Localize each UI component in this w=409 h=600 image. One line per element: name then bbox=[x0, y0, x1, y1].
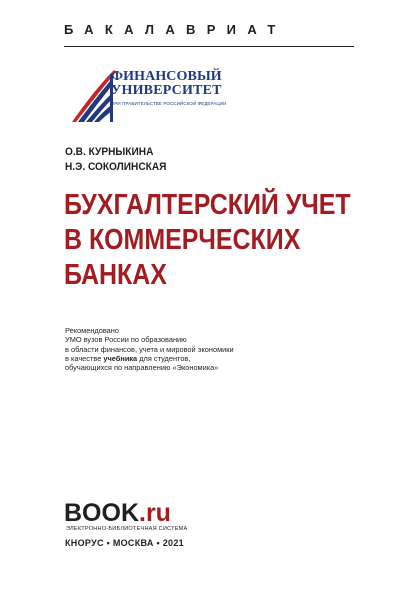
author-1: О.В. КУРНЫКИНА bbox=[65, 146, 154, 158]
university-name-line2: УНИВЕРСИТЕТ bbox=[111, 83, 222, 98]
header-divider bbox=[64, 46, 354, 47]
university-name bbox=[111, 70, 227, 107]
university-name-line1: ФИНАНСОВЫЙ bbox=[111, 69, 222, 84]
recommendation-line1: Рекомендовано bbox=[65, 326, 119, 335]
recommendation-line4-bold: учебника bbox=[103, 353, 138, 363]
author-2: Н.Э. СОКОЛИНСКАЯ bbox=[65, 161, 167, 173]
recommendation-line4-start: в качестве bbox=[65, 353, 104, 363]
book-title-line3: БАНКАХ bbox=[64, 259, 167, 291]
recommendation-text bbox=[65, 326, 234, 372]
authors bbox=[65, 145, 166, 175]
recommendation-line5: обучающихся по направлению «Экономика» bbox=[65, 363, 219, 373]
brand-logo bbox=[64, 500, 171, 526]
recommendation-line2: УМО вузов России по образованию bbox=[65, 335, 187, 345]
recommendation-line4-end: для студентов, bbox=[137, 353, 191, 363]
brand-name: BOOK bbox=[64, 499, 139, 527]
series-label: БАКАЛАВРИАТ bbox=[64, 22, 287, 37]
book-title-line2: В КОММЕРЧЕСКИХ bbox=[64, 224, 301, 256]
recommendation-line3: в области финансов, учета и мировой экономики bbox=[65, 344, 234, 354]
publisher-line: КНОРУС • МОСКВА • 2021 bbox=[65, 538, 184, 548]
book-title-line1: БУХГАЛТЕРСКИЙ УЧЕТ bbox=[64, 189, 351, 221]
book-title bbox=[64, 188, 351, 293]
recommendation-line4 bbox=[65, 354, 234, 363]
brand-tagline: ЭЛЕКТРОННО-БИБЛИОТЕЧНАЯ СИСТЕМА bbox=[66, 526, 188, 532]
university-subtitle: ПРИ ПРАВИТЕЛЬСТВЕ РОССИЙСКОЙ ФЕДЕРАЦИИ bbox=[111, 101, 227, 106]
brand-suffix: .ru bbox=[139, 499, 171, 527]
